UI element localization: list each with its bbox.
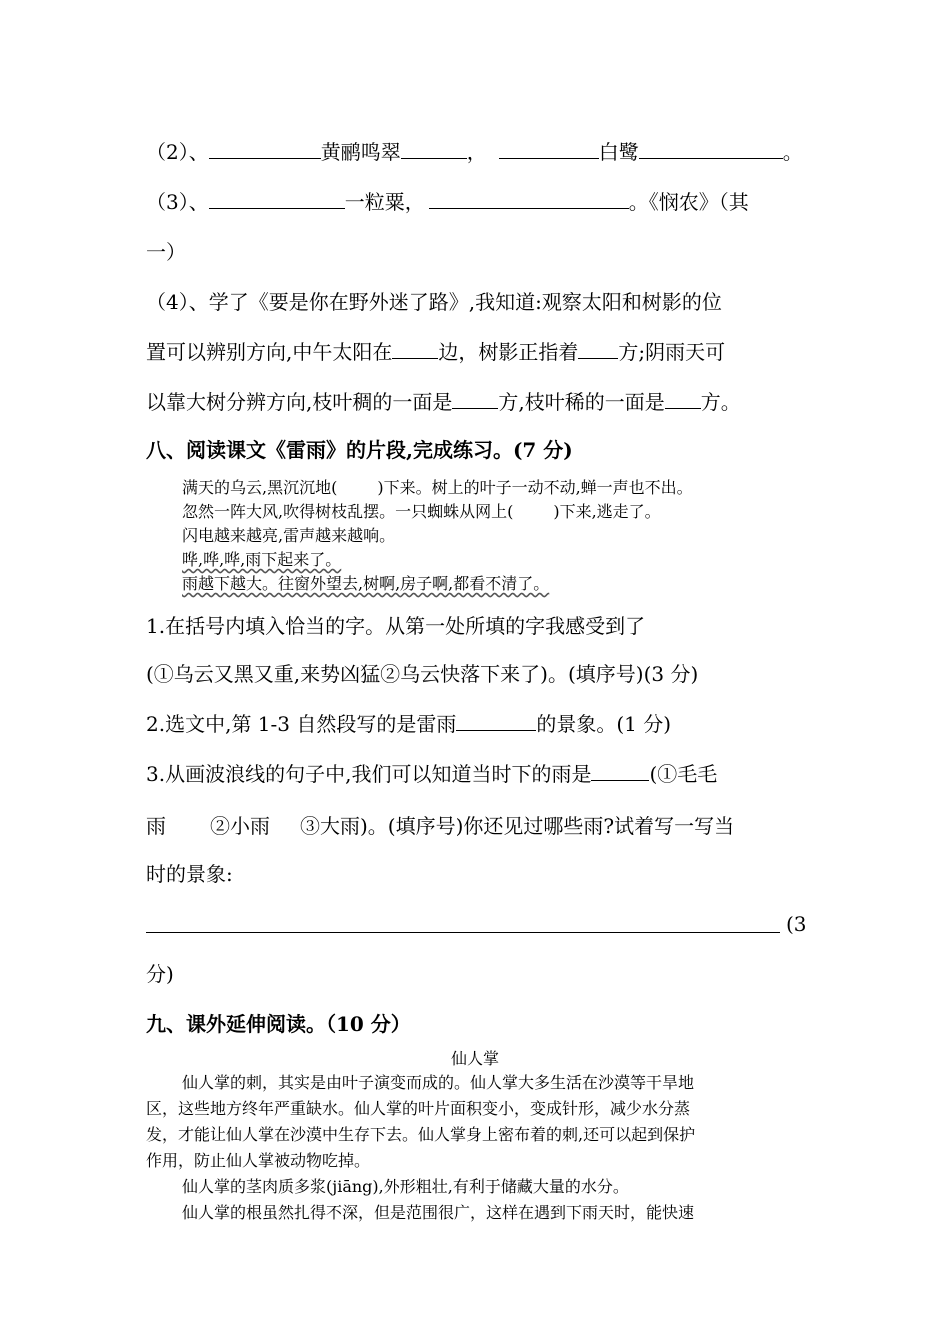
s8-q3-text-d: ②小雨 bbox=[210, 814, 270, 838]
q4-text-d: 以靠大树分辨方向,枝叶稠的一面是 bbox=[146, 390, 453, 414]
q4-text-c: 方;阴雨天可 bbox=[618, 340, 726, 364]
section-8-heading: 八、阅读课文《雷雨》的片段,完成练习。(7 分) bbox=[146, 438, 573, 462]
s8-q2-text-a: 2.选文中,第 1-3 自然段写的是雷雨 bbox=[146, 712, 457, 736]
s8-question-1b: (①乌云又黑又重,来势凶猛②乌云快落下来了)。(填序号)(3 分) bbox=[146, 662, 699, 686]
q2-blank-2[interactable] bbox=[401, 140, 467, 159]
reading-line-2: 区，这些地方终年严重缺水。仙人掌的叶片面积变小，变成针形，减少水分蒸 bbox=[146, 1099, 691, 1118]
s8-question-3b bbox=[146, 814, 734, 838]
passage-line-5-wavy: 雨越下越大。往窗外望去,树啊,房子啊,都看不清了。 bbox=[182, 574, 550, 593]
q3-blank-1[interactable] bbox=[209, 190, 345, 209]
s8-score-b: 分) bbox=[146, 962, 174, 986]
reading-line-6: 仙人掌的根虽然扎得不深，但是范围很广，这样在遇到下雨天时，能快速 bbox=[182, 1203, 695, 1222]
s8-q3-text-e: ③大雨)。(填序号)你还见过哪些雨?试着写一写当 bbox=[300, 814, 735, 838]
answer-line[interactable] bbox=[146, 932, 780, 933]
s8-q3-text-a: 3.从画波浪线的句子中,我们可以知道当时下的雨是 bbox=[146, 762, 592, 786]
q3-text-1: 一粒粟， bbox=[344, 190, 425, 214]
q4-text-f: 方。 bbox=[700, 390, 741, 414]
q4-text-b: 边，树影正指着 bbox=[438, 340, 579, 364]
q2-text-4: 。 bbox=[782, 140, 803, 164]
q2-blank-1[interactable] bbox=[209, 140, 321, 159]
q3-blank-2[interactable] bbox=[429, 190, 629, 209]
q2-blank-4[interactable] bbox=[639, 140, 783, 159]
q3-continuation: 一） bbox=[146, 240, 186, 264]
passage-line-2 bbox=[182, 502, 661, 522]
s8-q3-blank[interactable] bbox=[591, 762, 649, 781]
reading-line-1: 仙人掌的刺，其实是由叶子演变而成的。仙人掌大多生活在沙漠等干旱地 bbox=[182, 1073, 695, 1092]
q4-blank-4[interactable] bbox=[665, 390, 701, 409]
passage-line-1 bbox=[182, 478, 693, 498]
question-3 bbox=[146, 190, 749, 214]
q4-blank-2[interactable] bbox=[578, 340, 618, 359]
q3-prefix: （3）、 bbox=[146, 190, 209, 214]
question-2 bbox=[146, 140, 803, 164]
passage-text: 忽然一阵大风,吹得树枝乱摆。一只蜘蛛从网上( bbox=[182, 502, 514, 521]
q4-text-e: 方,枝叶稀的一面是 bbox=[498, 390, 665, 414]
s8-question-3c: 时的景象: bbox=[146, 862, 233, 886]
q4-text-a: 置可以辨别方向,中午太阳在 bbox=[146, 340, 393, 364]
q4-blank-1[interactable] bbox=[392, 340, 438, 359]
q4-line-1: （4）、学了《要是你在野外迷了路》,我知道:观察太阳和树影的位 bbox=[146, 290, 722, 314]
section-9-heading: 九、课外延伸阅读。（10 分） bbox=[146, 1012, 411, 1036]
passage-line-3: 闪电越来越亮,雷声越来越响。 bbox=[182, 526, 396, 545]
s8-question-1a: 1.在括号内填入恰当的字。从第一处所填的字我感受到了 bbox=[146, 614, 646, 638]
reading-title: 仙人掌 bbox=[450, 1049, 499, 1068]
s8-q2-text-b: 的景象。(1 分) bbox=[536, 712, 672, 736]
passage-text: )下来,逃走了。 bbox=[553, 502, 661, 521]
passage-line-4-wavy: 哗,哗,哗,雨下起来了。 bbox=[182, 550, 342, 569]
s8-question-3a bbox=[146, 762, 717, 786]
q2-text-3: 白鹭 bbox=[598, 140, 639, 164]
q4-blank-3[interactable] bbox=[452, 390, 498, 409]
s8-score-a: (3 bbox=[786, 912, 807, 936]
q4-line-3 bbox=[146, 390, 741, 414]
q4-line-2 bbox=[146, 340, 725, 364]
q2-text-2: ， bbox=[466, 140, 487, 164]
q2-blank-3[interactable] bbox=[499, 140, 599, 159]
s8-q3-text-b: (①毛毛 bbox=[649, 762, 718, 786]
q2-prefix: （2）、 bbox=[146, 140, 209, 164]
s8-q2-blank[interactable] bbox=[456, 712, 536, 731]
q3-text-2: 。《悯农》（其 bbox=[628, 190, 749, 214]
reading-line-5: 仙人掌的茎肉质多浆(jiāng),外形粗壮,有利于储藏大量的水分。 bbox=[182, 1177, 629, 1196]
passage-text: 满天的乌云,黑沉沉地( bbox=[182, 478, 338, 497]
q2-text-1: 黄鹂鸣翠 bbox=[320, 140, 401, 164]
passage-text: )下来。树上的叶子一动不动,蝉一声也不出。 bbox=[377, 478, 693, 497]
s8-q3-text-c: 雨 bbox=[146, 814, 166, 838]
s8-question-2 bbox=[146, 712, 671, 736]
reading-line-3: 发，才能让仙人掌在沙漠中生存下去。仙人掌身上密布着的刺,还可以起到保护 bbox=[146, 1125, 696, 1144]
reading-line-4: 作用，防止仙人掌被动物吃掉。 bbox=[146, 1151, 371, 1170]
